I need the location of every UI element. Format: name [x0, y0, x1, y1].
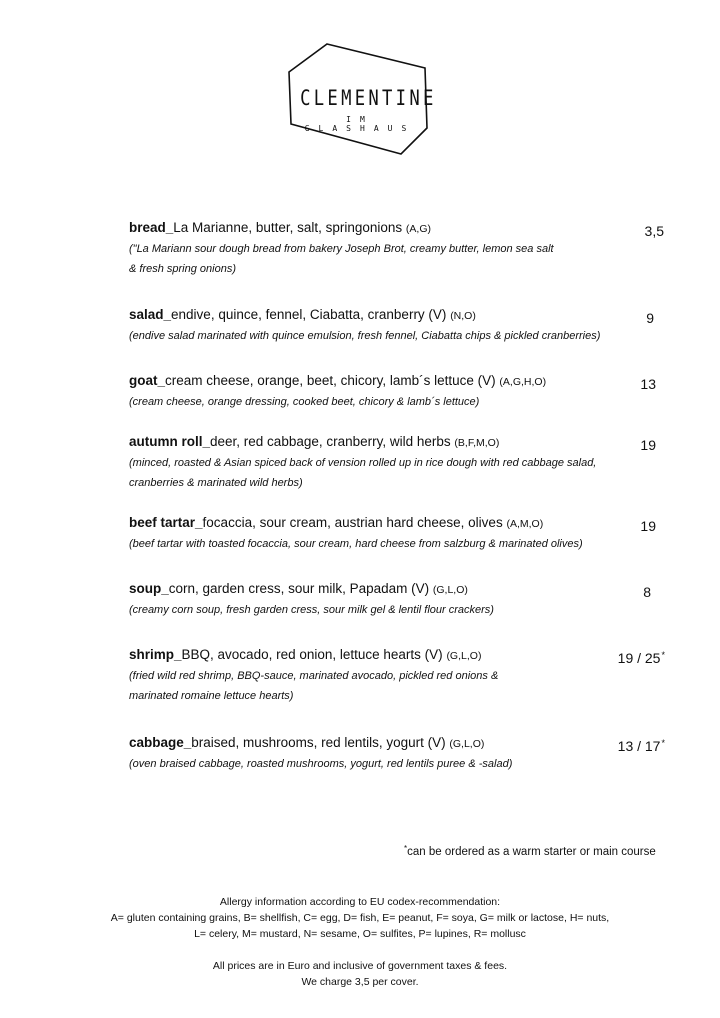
menu-item-goat — [129, 372, 665, 412]
dish-allergens: (N,O) — [450, 310, 476, 322]
dish-description: (cream cheese, orange dressing, cooked beet, chicory & lamb´s lettuce) — [129, 396, 480, 408]
logo-subtitle: IM GLASHAUS — [304, 115, 416, 133]
dish-description: (minced, roasted & Asian spiced back of vension rolled up in rice dough with red cabbage salad, cranberries & marinated wild herbs) — [129, 457, 597, 489]
dish-allergens: (A,G) — [405, 223, 432, 235]
price-information: All prices are in Euro and inclusive of government taxes & fees. We charge 3,5 per cover. — [212, 960, 508, 988]
menu-item-bread — [129, 219, 665, 279]
dish-description: (beef tartar with toasted focaccia, sour cream, hard cheese from salzburg & marinated olives) — [129, 538, 583, 550]
dish-description: (endive salad marinated with quince emulsion, fresh fennel, Ciabatta chips & pickled cranberries) — [129, 330, 601, 342]
dish-allergens: (A,M,O) — [506, 518, 544, 530]
dish-ingredients: BBQ, avocado, red onion, lettuce hearts (V) — [181, 647, 447, 662]
dish-ingredients: corn, garden cress, sour milk, Papadam (V) — [168, 581, 433, 596]
dish-ingredients: focaccia, sour cream, austrian hard cheese, olives — [202, 515, 507, 530]
dish-description: (oven braised cabbage, roasted mushrooms, yogurt, red lentils puree & -salad) — [129, 758, 513, 770]
dish-name: cabbage_ — [129, 735, 192, 750]
dish-price: 9 — [646, 310, 654, 326]
dish-description: ("La Mariann sour dough bread from bakery Joseph Brot, creamy butter, lemon sea salt & fresh spring onions) — [129, 243, 554, 275]
dish-price: 19 — [640, 437, 656, 453]
logo-title: CLEMENTINE — [300, 86, 437, 110]
allergy-information: Allergy information according to EU codex-recommendation: A= gluten containing grains, B= shellfish, C= egg, D= fish, E= peanut, F= soya, G= milk or lactose, H= nuts, L= celery, M= mustard, N= sesame, O= sulfites, P= lupines, R= mollusc — [110, 896, 610, 940]
dish-allergens: (G,L,O) — [432, 584, 468, 596]
dish-name: salad_ — [129, 307, 172, 322]
dish-name: soup_ — [129, 581, 169, 596]
menu-item-beef-tartar — [129, 514, 665, 554]
menu-item-soup — [129, 580, 665, 620]
dish-ingredients: braised, mushrooms, red lentils, yogurt (V) — [191, 735, 450, 750]
dish-price: 13 — [640, 376, 656, 392]
dish-name: goat_ — [129, 373, 166, 388]
dish-description: (fried wild red shrimp, BBQ-sauce, marinated avocado, pickled red onions & marinated romaine lettuce hearts) — [129, 670, 499, 702]
dish-allergens: (G,L,O) — [449, 738, 485, 750]
menu-item-autumn-roll — [129, 433, 665, 493]
dish-name: bread_ — [129, 220, 174, 235]
main-course-note: *can be ordered as a warm starter or main course — [404, 844, 656, 858]
dish-ingredients: La Marianne, butter, salt, springonions — [173, 220, 406, 235]
dish-price: 13 / 17* — [617, 738, 665, 754]
dish-allergens: (G,L,O) — [446, 650, 482, 662]
dish-allergens: (B,F,M,O) — [454, 437, 500, 449]
dish-price: 8 — [643, 584, 651, 600]
dish-price: 19 / 25* — [617, 650, 665, 666]
dish-ingredients: deer, red cabbage, cranberry, wild herbs — [210, 434, 455, 449]
dish-ingredients: cream cheese, orange, beet, chicory, lamb´s lettuce (V) — [165, 373, 500, 388]
menu-item-salad — [129, 306, 665, 346]
restaurant-logo — [287, 42, 437, 156]
dish-ingredients: endive, quince, fennel, Ciabatta, cranberry (V) — [171, 307, 451, 322]
dish-name: autumn roll_ — [129, 434, 211, 449]
dish-price: 3,5 — [644, 223, 664, 239]
dish-allergens: (A,G,H,O) — [499, 376, 547, 388]
dish-price: 19 — [640, 518, 656, 534]
menu-item-cabbage — [129, 734, 665, 774]
asterisk-mark: * — [404, 844, 408, 853]
dish-name: shrimp_ — [129, 647, 182, 662]
dish-description: (creamy corn soup, fresh garden cress, sour milk gel & lentil flour crackers) — [129, 604, 494, 616]
menu-item-shrimp — [129, 646, 665, 706]
dish-name: beef tartar_ — [129, 515, 203, 530]
